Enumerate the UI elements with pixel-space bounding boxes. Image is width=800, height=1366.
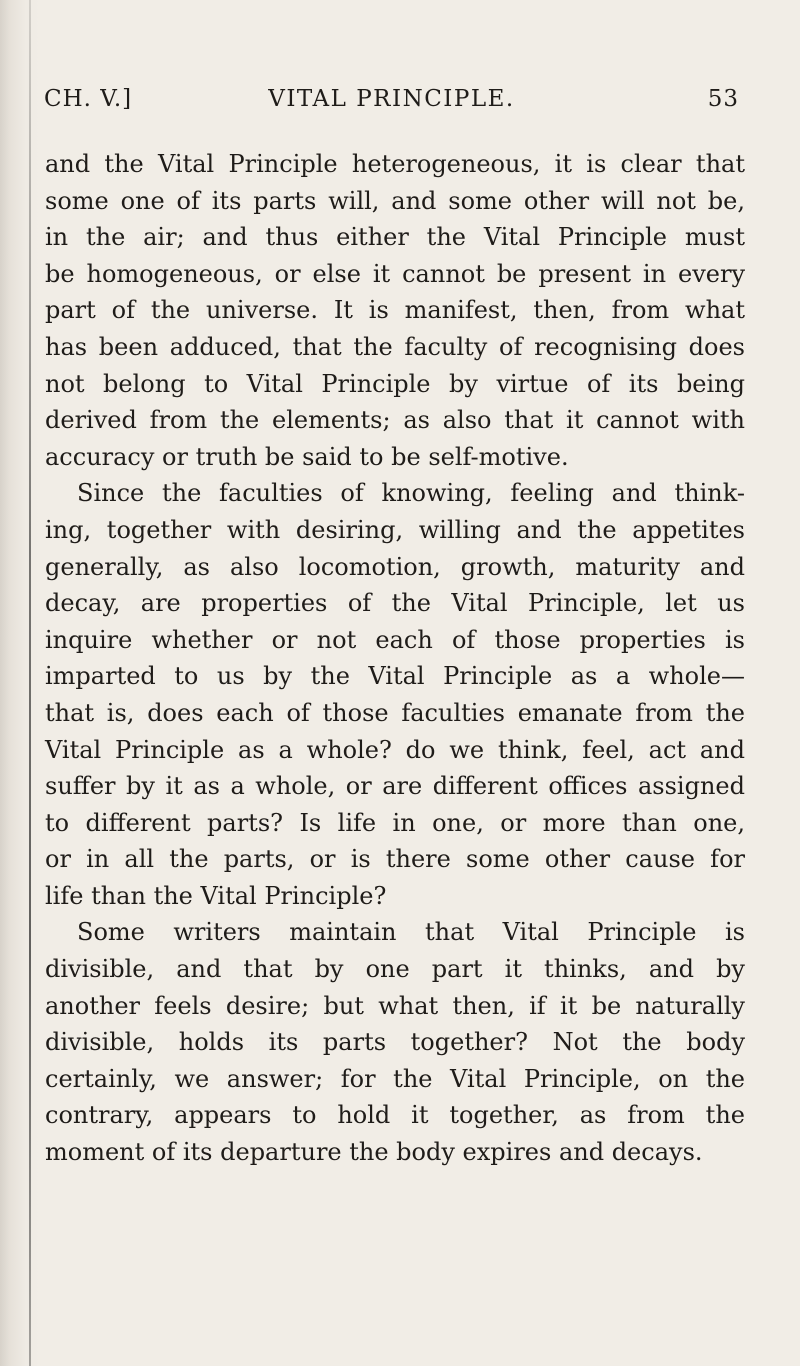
text-line: contrary, appears to hold it together, as from the (45, 1101, 745, 1130)
text-line: certainly, we answer; for the Vital Principle, on the (45, 1064, 745, 1093)
text-line: or in all the parts, or is there some other cause for (45, 845, 745, 874)
text-line: be homogeneous, or else it cannot be present in every (45, 259, 745, 288)
text-line: and the Vital Principle heterogeneous, it is clear that (45, 150, 745, 178)
text-line: that is, does each of those faculties emanate from the (45, 698, 745, 727)
text-line: inquire whether or not each of those properties is (45, 625, 745, 654)
text-line: to different parts? Is life in one, or more than one, (45, 808, 745, 837)
text-line: ing, together with desiring, willing and the appetites (45, 515, 745, 544)
text-line: derived from the elements; as also that it cannot with (45, 406, 745, 435)
text-line: divisible, and that by one part it thinks, and by (45, 955, 745, 984)
text-line: part of the universe. It is manifest, then, from what (45, 296, 745, 325)
text-line: decay, are properties of the Vital Principle, let us (45, 589, 745, 618)
running-head-chapter: CH. V.] (44, 86, 133, 112)
text-line: Since the faculties of knowing, feeling and think- (77, 479, 745, 508)
text-line: life than the Vital Principle? (45, 881, 387, 910)
binding-edge (29, 0, 31, 1366)
text-line: accuracy or truth be said to be self-motive. (45, 442, 569, 471)
running-head (44, 86, 739, 120)
page-number: 53 (707, 86, 739, 112)
text-line: divisible, holds its parts together? Not the body (45, 1028, 745, 1057)
text-line: moment of its departure the body expires and decays. (45, 1138, 703, 1167)
text-line: Some writers maintain that Vital Principle is (77, 918, 745, 947)
running-head-title: VITAL PRINCIPLE. (268, 86, 515, 112)
text-line: in the air; and thus either the Vital Principle must (45, 223, 745, 252)
text-line: has been adduced, that the faculty of recognising does (45, 332, 745, 361)
body-text (45, 146, 745, 1171)
text-line: imparted to us by the Vital Principle as a whole— (45, 662, 745, 691)
page-gutter-shadow (0, 0, 40, 1366)
text-line: some one of its parts will, and some other will not be, (45, 186, 745, 215)
text-line: generally, as also locomotion, growth, maturity and (45, 552, 745, 581)
text-line: Vital Principle as a whole? do we think, feel, act and (45, 735, 745, 764)
text-line: suffer by it as a whole, or are different offices assigned (45, 772, 745, 801)
text-line: not belong to Vital Principle by virtue of its being (45, 369, 745, 398)
text-line: another feels desire; but what then, if it be naturally (45, 991, 745, 1020)
